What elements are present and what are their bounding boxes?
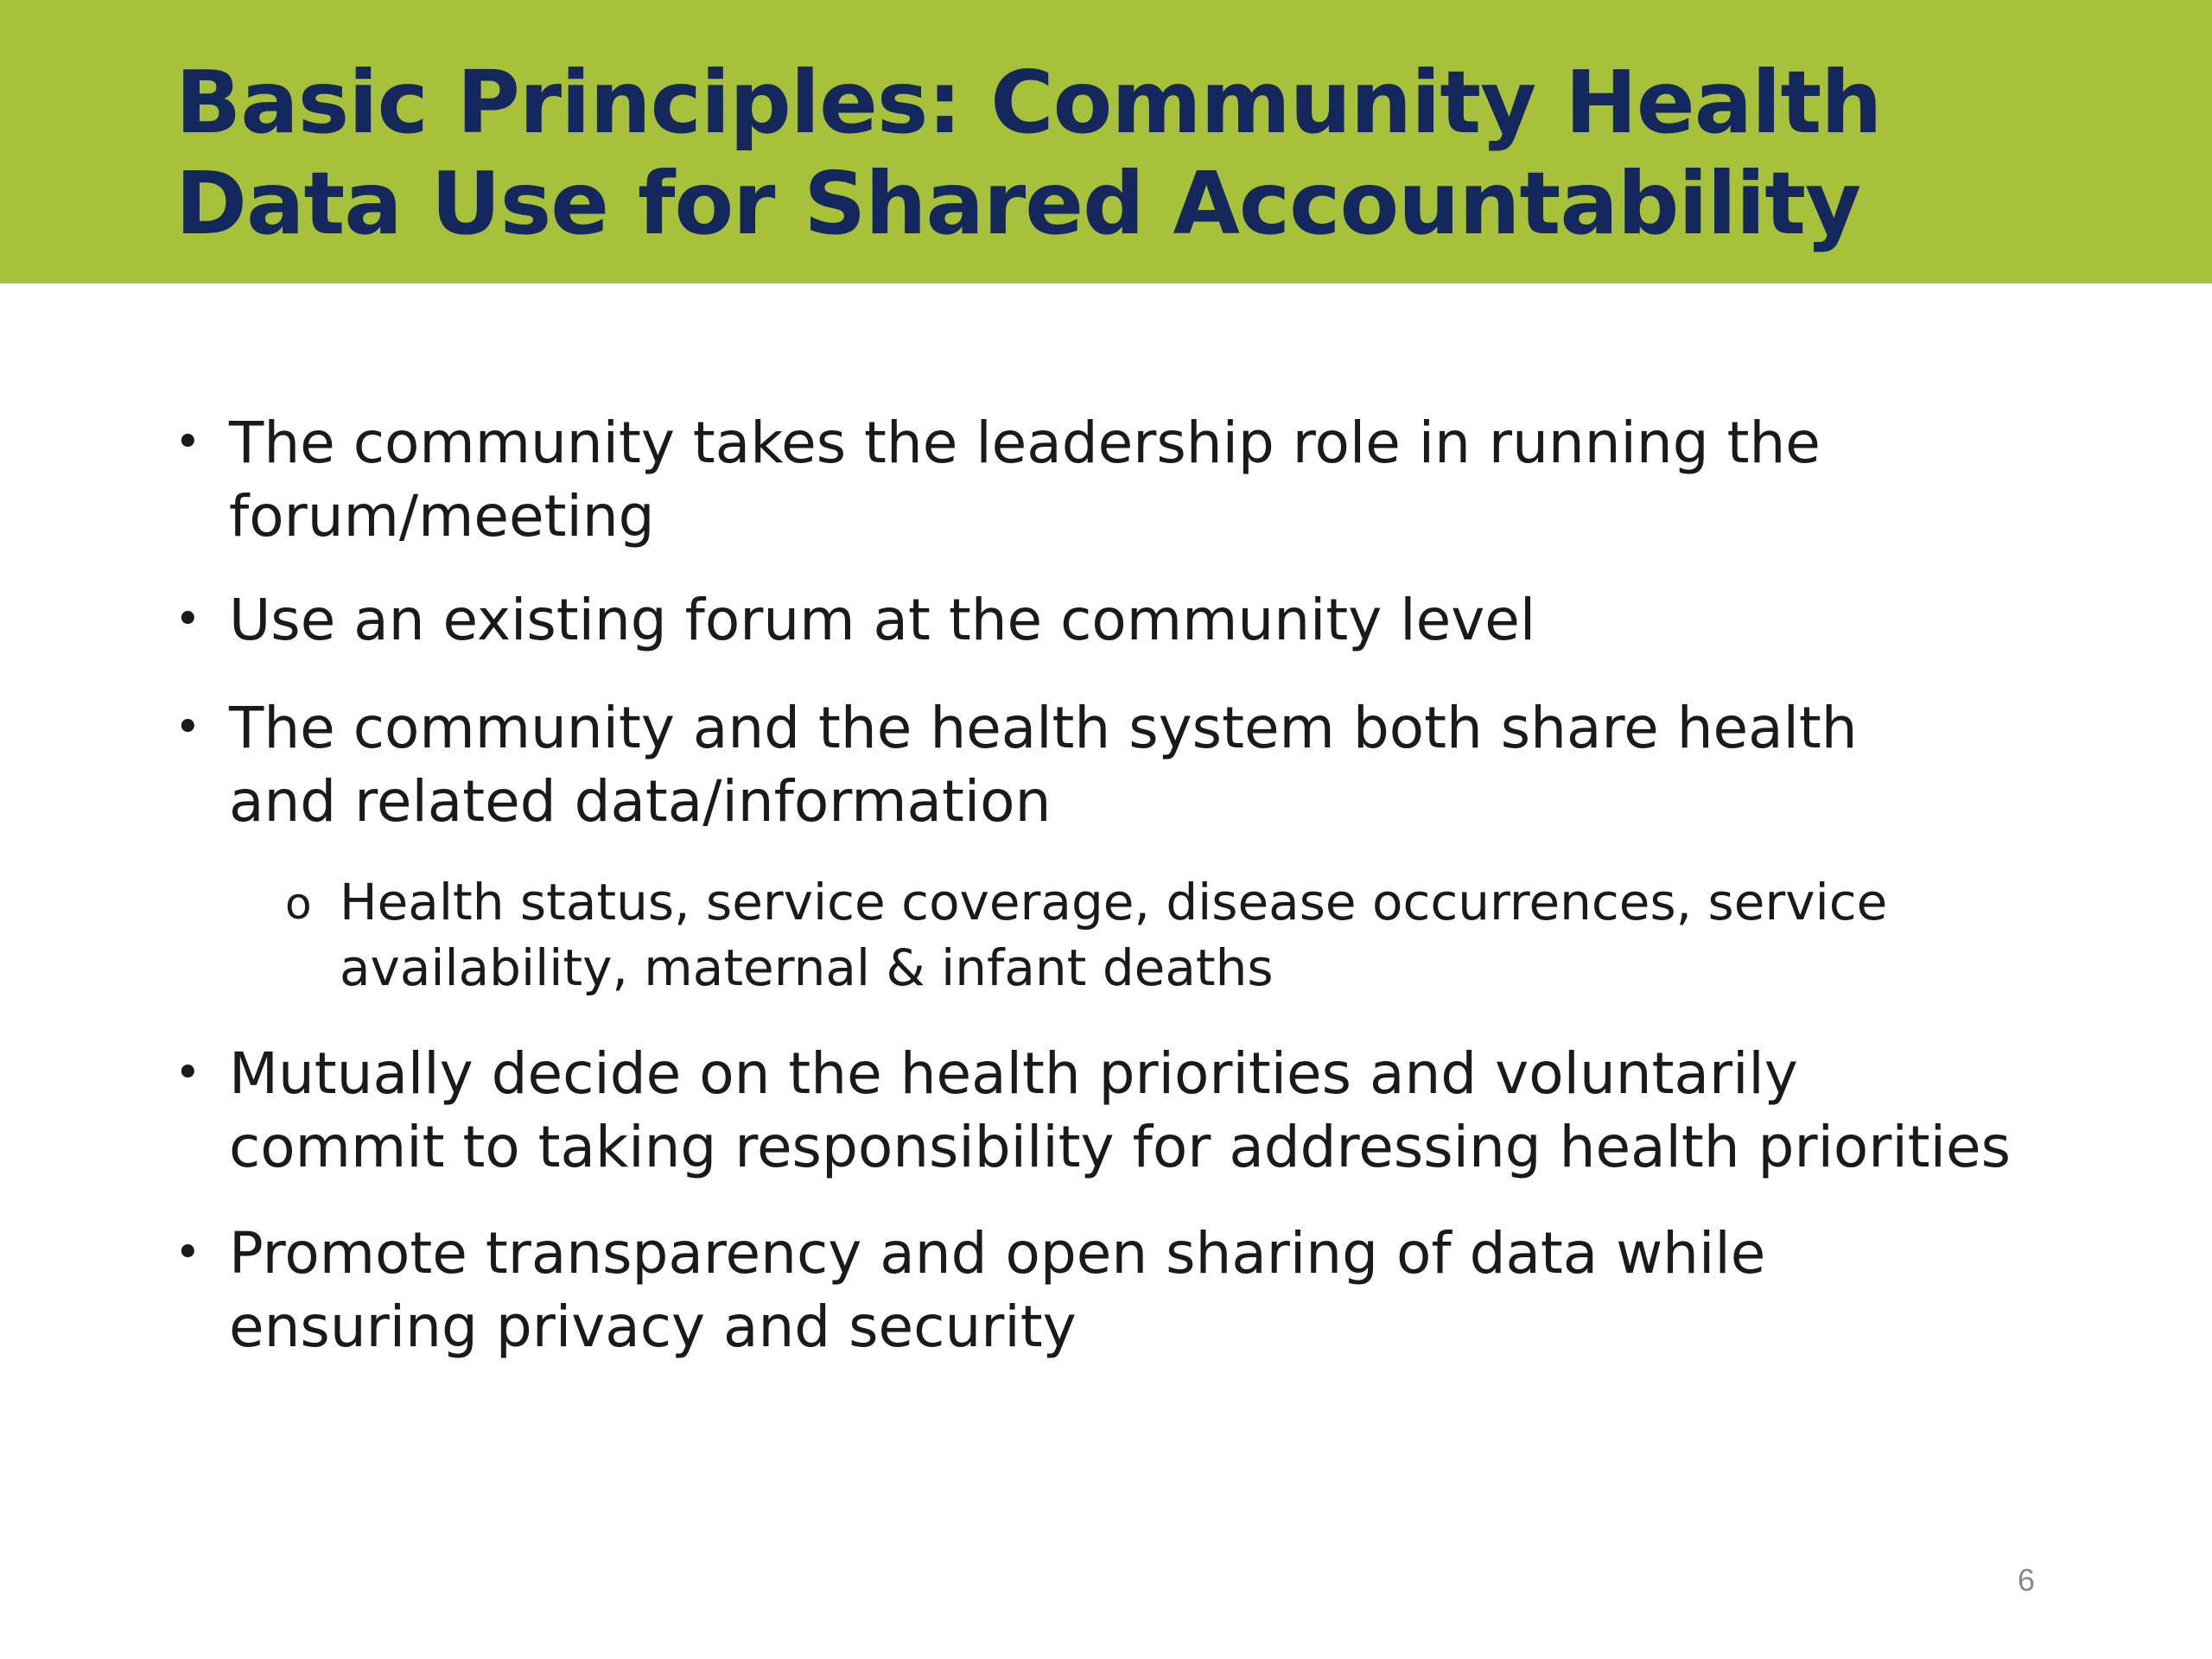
bullet-text-line: ensuring privacy and security — [229, 1294, 1077, 1360]
bullet-marker: • — [175, 594, 201, 645]
sub-bullet-item — [285, 869, 2111, 1001]
page-number: 6 — [2017, 1562, 2036, 1598]
bullet-text-line: The community and the health system both share health — [229, 695, 1858, 761]
bullet-text-line: Use an existing forum at the community level — [229, 587, 1536, 653]
bullet-item — [175, 1037, 2130, 1184]
bullet-marker: • — [175, 1047, 201, 1099]
bullet-item — [175, 691, 2130, 838]
bullet-text-line: commit to taking responsibility for addressing health priorities — [229, 1114, 2011, 1180]
slide-title-line-1: Basic Principles: Community Health — [175, 52, 1882, 153]
bullet-marker: • — [175, 702, 201, 753]
bullet-item — [175, 1217, 2130, 1363]
bullet-marker: • — [175, 1227, 201, 1279]
sub-bullet-text-line: Health status, service coverage, disease occurrences, service — [340, 873, 1888, 931]
bullet-marker: • — [175, 416, 201, 468]
bullet-text-line: Mutually decide on the health priorities and voluntarily — [229, 1040, 1798, 1107]
sub-bullet-text-line: availability, maternal & infant deaths — [340, 938, 1274, 997]
bullet-text-line: The community takes the leadership role in running the — [229, 410, 1821, 476]
bullet-text-line: Promote transparency and open sharing of data while — [229, 1220, 1766, 1287]
bullet-text-line: and related data/information — [229, 768, 1052, 835]
bullet-text-line: forum/meeting — [229, 483, 655, 550]
slide-title-line-2: Data Use for Shared Accountability — [175, 153, 1861, 254]
bullet-item — [175, 406, 2130, 553]
bullet-item — [175, 583, 2130, 657]
sub-bullet-marker: o — [285, 879, 312, 929]
